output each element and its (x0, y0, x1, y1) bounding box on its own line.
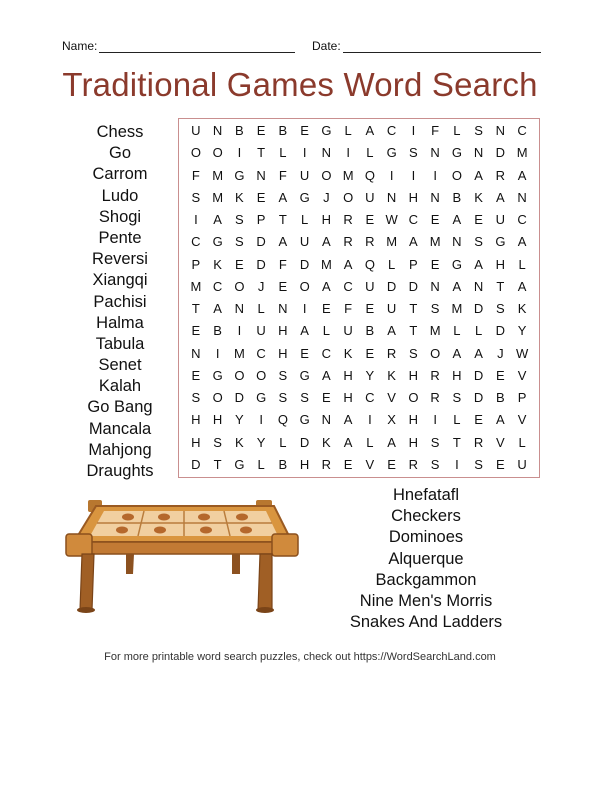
grid-letter[interactable]: T (409, 301, 418, 316)
grid-letter[interactable]: I (302, 301, 307, 316)
grid-letter[interactable]: G (451, 145, 462, 161)
grid-letter[interactable]: D (256, 234, 266, 250)
grid-letter[interactable]: A (213, 301, 222, 316)
grid-letter[interactable]: C (191, 234, 201, 250)
word-list-left (60, 122, 180, 482)
grid-letter[interactable]: I (346, 145, 350, 161)
grid-letter[interactable]: M (451, 301, 463, 316)
date-label: Date: (312, 39, 341, 53)
grid-letter[interactable]: N (452, 234, 462, 250)
word-item: Go Bang (87, 398, 153, 417)
grid-letter[interactable]: D (473, 367, 484, 383)
grid-letter[interactable]: B (213, 323, 222, 339)
grid-letter[interactable]: N (430, 189, 440, 205)
grid-letter[interactable]: T (409, 323, 418, 339)
grid-letter[interactable]: N (256, 167, 266, 183)
grid-letter[interactable]: G (234, 456, 245, 472)
grid-letter[interactable]: A (517, 234, 527, 250)
word-item: Pente (98, 228, 142, 247)
grid-letter[interactable]: C (386, 123, 397, 138)
grid-letter[interactable]: L (453, 323, 461, 339)
grid-letter[interactable]: S (235, 212, 244, 227)
grid-letter[interactable]: E (343, 456, 353, 472)
grid-letter[interactable]: O (212, 390, 223, 405)
grid-letter[interactable]: S (474, 234, 483, 250)
grid-letter[interactable]: S (474, 456, 483, 472)
grid-letter[interactable]: S (474, 123, 483, 138)
grid-letter[interactable]: S (496, 301, 505, 316)
grid-letter[interactable]: S (409, 145, 418, 161)
grid-letter[interactable]: H (495, 256, 506, 272)
grid-letter[interactable]: I (259, 412, 263, 428)
grid-letter[interactable]: U (365, 278, 375, 294)
grid-letter[interactable]: E (365, 301, 375, 316)
grid-letter[interactable]: O (451, 167, 462, 183)
grid-letter[interactable]: G (495, 234, 506, 250)
grid-letter[interactable]: K (474, 189, 483, 205)
grid-letter[interactable]: S (430, 456, 440, 472)
grid-letter[interactable]: K (322, 434, 331, 450)
grid-letter[interactable]: N (278, 301, 288, 316)
grid-letter[interactable]: L (453, 412, 461, 428)
grid-letter[interactable]: L (366, 434, 374, 450)
grid-letter[interactable]: O (256, 367, 267, 383)
grid-letter[interactable]: H (191, 412, 201, 428)
grid-letter[interactable]: J (257, 278, 265, 294)
grid-letter[interactable]: C (343, 278, 353, 294)
grid-letter[interactable]: G (299, 412, 310, 428)
grid-letter[interactable]: E (387, 456, 396, 472)
grid-letter[interactable]: S (191, 189, 201, 205)
grid-letter[interactable]: O (408, 390, 419, 405)
grid-letter[interactable]: L (279, 145, 287, 161)
grid-letter[interactable]: L (279, 434, 287, 450)
grid-letter[interactable]: L (518, 434, 526, 450)
grid-letter[interactable]: A (452, 278, 462, 294)
grid-letter[interactable]: A (474, 345, 483, 361)
word-item: Mancala (88, 419, 152, 438)
grid-letter[interactable]: S (300, 390, 309, 405)
grid-letter[interactable]: S (235, 234, 244, 250)
grid-letter[interactable]: D (386, 278, 397, 294)
grid-letter[interactable]: N (517, 189, 527, 205)
grid-letter[interactable]: M (429, 234, 441, 250)
grid-letter[interactable]: B (452, 189, 462, 205)
grid-letter[interactable]: J (323, 189, 330, 205)
word-item: Carrom (92, 165, 148, 184)
letter-grid (178, 118, 540, 478)
word-item: Go (108, 144, 131, 163)
grid-letter[interactable]: M (212, 189, 224, 205)
grid-letter[interactable]: U (386, 301, 397, 316)
grid-letter[interactable]: P (409, 256, 418, 272)
grid-letter[interactable]: E (496, 456, 505, 472)
grid-letter[interactable]: C (365, 390, 375, 405)
grid-letter[interactable]: V (517, 412, 527, 428)
grid-letter[interactable]: K (235, 434, 244, 450)
grid-letter[interactable]: E (278, 278, 288, 294)
grid-letter[interactable]: T (257, 145, 266, 161)
word-item: Snakes And Ladders (349, 613, 503, 632)
grid-letter[interactable]: O (234, 278, 245, 294)
grid-letter[interactable]: H (299, 456, 310, 472)
grid-letter[interactable]: H (278, 323, 288, 339)
grid-letter[interactable]: A (474, 167, 483, 183)
grid-letter[interactable]: C (517, 212, 527, 227)
grid-letter[interactable]: N (212, 123, 223, 138)
grid-letter[interactable]: I (455, 456, 459, 472)
grid-letter[interactable]: U (365, 189, 375, 205)
grid-letter[interactable]: F (344, 301, 353, 316)
grid-letter[interactable]: G (212, 234, 223, 250)
grid-letter[interactable]: D (473, 301, 484, 316)
grid-letter[interactable]: H (408, 189, 419, 205)
grid-letter[interactable]: S (430, 301, 440, 316)
word-item: Ludo (101, 186, 139, 205)
word-item: Nine Men's Morris (359, 591, 493, 610)
grid-letter[interactable]: H (408, 434, 419, 450)
grid-letter[interactable]: W (385, 212, 398, 227)
grid-letter[interactable]: M (233, 345, 245, 361)
grid-letter[interactable]: D (473, 390, 484, 405)
grid-letter[interactable]: Q (277, 412, 288, 428)
grid-letter[interactable]: I (215, 345, 220, 361)
grid-letter[interactable]: U (256, 323, 266, 339)
grid-letter[interactable]: A (517, 278, 527, 294)
grid-letter[interactable]: R (343, 234, 353, 250)
word-list-bottom (326, 485, 526, 633)
grid-letter[interactable]: A (517, 167, 527, 183)
grid-letter[interactable]: G (321, 123, 332, 138)
grid-letter[interactable]: I (411, 123, 416, 138)
grid-letter[interactable]: G (234, 167, 245, 183)
grid-letter[interactable]: H (343, 367, 353, 383)
name-label: Name: (62, 39, 98, 53)
grid-letter[interactable]: M (516, 145, 528, 161)
grid-letter[interactable]: L (257, 301, 265, 316)
grid-letter[interactable]: L (475, 323, 483, 339)
grid-letter[interactable]: E (365, 345, 375, 361)
grid-letter[interactable]: N (430, 278, 440, 294)
grid-letter[interactable]: B (235, 123, 244, 138)
grid-letter[interactable]: D (299, 256, 310, 272)
grid-letter[interactable]: B (496, 390, 505, 405)
grid-letter[interactable]: I (302, 145, 307, 161)
grid-letter[interactable]: J (497, 345, 504, 361)
grid-letter[interactable]: N (234, 301, 245, 316)
grid-letter[interactable]: V (496, 434, 505, 450)
grid-letter[interactable]: G (299, 189, 310, 205)
grid-letter[interactable]: E (322, 301, 331, 316)
grid-letter[interactable]: A (278, 234, 288, 250)
grid-letter[interactable]: N (321, 412, 332, 428)
grid-letter[interactable]: N (495, 123, 506, 138)
grid-letter[interactable]: N (321, 145, 332, 161)
grid-letter[interactable]: Y (256, 434, 266, 450)
grid-letter[interactable]: Q (364, 256, 375, 272)
grid-letter[interactable]: V (365, 456, 375, 472)
grid-letter[interactable]: L (322, 323, 330, 339)
grid-letter[interactable]: K (387, 367, 396, 383)
grid-letter[interactable]: U (299, 234, 310, 250)
grid-letter[interactable]: H (343, 390, 353, 405)
grid-letter[interactable]: R (473, 434, 484, 450)
grid-letter[interactable]: R (386, 345, 397, 361)
grid-letter[interactable]: K (235, 189, 244, 205)
word-item: Halma (96, 313, 144, 332)
grid-letter[interactable]: E (235, 256, 244, 272)
grid-letter[interactable]: N (473, 145, 484, 161)
grid-letter[interactable]: D (191, 456, 201, 472)
grid-letter[interactable]: H (191, 434, 201, 450)
grid-letter[interactable]: H (278, 345, 288, 361)
grid-letter[interactable]: R (430, 367, 440, 383)
grid-letter[interactable]: R (343, 212, 353, 227)
word-item: Dominoes (388, 528, 464, 547)
grid-letter[interactable]: D (495, 145, 506, 161)
grid-letter[interactable]: I (411, 167, 416, 183)
grid-letter[interactable]: Y (235, 412, 244, 428)
grid-letter[interactable]: B (365, 323, 375, 339)
grid-letter[interactable]: G (451, 256, 462, 272)
grid-letter[interactable]: R (365, 234, 375, 250)
grid-letter[interactable]: A (452, 212, 462, 227)
grid-letter[interactable]: N (430, 145, 440, 161)
grid-letter[interactable]: A (496, 189, 505, 205)
page-title: Traditional Games Word Search (62, 66, 538, 103)
grid-letter[interactable]: A (300, 323, 309, 339)
grid-letter[interactable]: Y (517, 323, 527, 339)
grid-letter[interactable]: L (388, 256, 396, 272)
grid-letter[interactable]: E (191, 367, 201, 383)
grid-letter[interactable]: M (320, 256, 332, 272)
grid-letter[interactable]: M (212, 167, 224, 183)
grid-letter[interactable]: P (517, 390, 527, 405)
word-item: Checkers (391, 507, 461, 526)
grid-letter[interactable]: I (433, 412, 437, 428)
grid-letter[interactable]: W (515, 345, 529, 361)
grid-letter[interactable]: O (212, 145, 223, 161)
grid-letter[interactable]: X (387, 412, 396, 428)
word-item: Chess (96, 123, 144, 141)
grid-letter[interactable]: U (517, 456, 527, 472)
grid-letter[interactable]: L (518, 256, 526, 272)
grid-letter[interactable]: M (342, 167, 354, 183)
grid-letter[interactable]: T (191, 301, 200, 316)
grid-letter[interactable]: F (278, 256, 287, 272)
grid-letter[interactable]: E (256, 189, 266, 205)
footer-note: For more printable word search puzzles, check out https://WordSearchLand.com (104, 651, 496, 663)
date-field (312, 39, 541, 53)
grid-letter[interactable]: U (343, 323, 353, 339)
grid-letter[interactable]: A (322, 367, 331, 383)
grid-letter[interactable]: H (321, 212, 332, 227)
word-item: Draughts (86, 462, 154, 480)
grid-letter[interactable]: I (237, 145, 242, 161)
grid-letter[interactable]: S (278, 367, 288, 383)
grid-letter[interactable]: O (430, 345, 441, 361)
grid-letter[interactable]: D (495, 323, 506, 339)
grid-letter[interactable]: K (343, 345, 353, 361)
grid-letter[interactable]: D (299, 434, 310, 450)
grid-letter[interactable]: U (495, 212, 506, 227)
grid-letter[interactable]: A (343, 434, 353, 450)
grid-letter[interactable]: O (234, 367, 245, 383)
grid-letter[interactable]: A (365, 123, 375, 138)
grid-letter[interactable]: A (409, 234, 418, 250)
grid-letter[interactable]: E (474, 212, 483, 227)
grid-letter[interactable]: B (278, 123, 288, 138)
grid-letter[interactable]: R (495, 167, 506, 183)
grid-letter[interactable]: N (386, 189, 397, 205)
grid-letter[interactable]: A (387, 323, 396, 339)
grid-letter[interactable]: Q (364, 167, 375, 183)
grid-letter[interactable]: G (256, 390, 267, 405)
grid-letter[interactable]: I (368, 412, 372, 428)
grid-letter[interactable]: D (234, 390, 245, 405)
grid-letter[interactable]: E (430, 256, 440, 272)
grid-letter[interactable]: G (299, 367, 310, 383)
grid-letter[interactable]: L (366, 145, 374, 161)
grid-letter[interactable]: O (190, 145, 201, 161)
grid-letter[interactable]: L (301, 212, 309, 227)
grid-letter[interactable]: O (299, 278, 310, 294)
word-item: Reversi (92, 250, 148, 269)
grid-letter[interactable]: I (389, 167, 394, 183)
grid-letter[interactable]: L (453, 123, 461, 138)
grid-letter[interactable]: T (452, 434, 461, 450)
grid-letter[interactable]: E (191, 323, 201, 339)
grid-letter[interactable]: A (387, 434, 396, 450)
grid-letter[interactable]: L (344, 123, 352, 138)
grid-letter[interactable]: H (408, 367, 419, 383)
grid-letter[interactable]: N (191, 345, 201, 361)
grid-letter[interactable]: D (256, 256, 266, 272)
word-item: Tabula (95, 334, 145, 353)
grid-letter[interactable]: V (517, 367, 527, 383)
grid-letter[interactable]: P (191, 256, 201, 272)
grid-letter[interactable]: I (433, 167, 437, 183)
grid-letter[interactable]: S (278, 390, 288, 405)
grid-letter[interactable]: A (322, 234, 331, 250)
grid-letter[interactable]: S (430, 434, 440, 450)
grid-letter[interactable]: O (343, 189, 354, 205)
grid-letter[interactable]: E (300, 345, 309, 361)
wooden-game-table-icon (60, 492, 310, 620)
grid-letter[interactable]: A (278, 189, 288, 205)
grid-letter[interactable]: E (300, 123, 309, 138)
grid-letter[interactable]: N (473, 278, 484, 294)
grid-letter[interactable]: S (409, 345, 418, 361)
grid-letter[interactable]: P (256, 212, 266, 227)
grid-letter[interactable]: S (213, 434, 222, 450)
word-item: Hnefatafl (392, 486, 460, 504)
word-item: Kalah (98, 377, 142, 396)
grid-letter[interactable]: A (343, 412, 353, 428)
grid-letter[interactable]: T (278, 212, 287, 227)
grid-letter[interactable]: I (194, 212, 198, 227)
grid-letter[interactable]: F (431, 123, 440, 138)
grid-letter[interactable]: M (190, 278, 202, 294)
name-field (62, 39, 295, 53)
grid-letter[interactable]: H (212, 412, 223, 428)
grid-letter[interactable]: A (452, 345, 462, 361)
word-item: Pachisi (93, 292, 147, 311)
word-item: Senet (98, 356, 142, 375)
grid-letter[interactable]: T (213, 456, 222, 472)
grid-letter[interactable]: A (496, 412, 505, 428)
grid-letter[interactable]: M (429, 323, 441, 339)
grid-letter[interactable]: R (408, 456, 419, 472)
word-item: Alquerque (388, 549, 464, 568)
grid-letter[interactable]: A (343, 256, 353, 272)
grid-letter[interactable]: I (237, 323, 242, 339)
grid-letter[interactable]: Y (365, 367, 375, 383)
grid-letter[interactable]: B (278, 456, 288, 472)
grid-letter[interactable]: K (213, 256, 222, 272)
word-item: Shogi (98, 207, 142, 226)
grid-letter[interactable]: V (387, 390, 396, 405)
grid-letter[interactable]: E (322, 390, 331, 405)
grid-letter[interactable]: E (474, 412, 483, 428)
grid-letter[interactable]: D (408, 278, 419, 294)
grid-letter[interactable]: C (212, 278, 223, 294)
grid-letter[interactable]: M (386, 234, 398, 250)
grid-letter[interactable]: O (321, 167, 332, 183)
grid-letter[interactable]: S (452, 390, 462, 405)
grid-letter[interactable]: F (278, 167, 287, 183)
date-line[interactable] (343, 42, 541, 53)
grid-letter[interactable]: E (256, 123, 266, 138)
name-line[interactable] (99, 42, 295, 53)
grid-letter[interactable]: K (517, 301, 527, 316)
grid-letter[interactable]: C (256, 345, 266, 361)
grid-letter[interactable]: G (386, 145, 397, 161)
word-item: Mahjong (88, 440, 152, 459)
grid-letter[interactable]: U (299, 167, 310, 183)
word-item: Xiangqi (92, 271, 148, 290)
grid-letter[interactable]: T (496, 278, 505, 294)
grid-letter[interactable]: A (213, 212, 222, 227)
grid-letter[interactable]: E (365, 212, 375, 227)
grid-letter[interactable]: G (212, 367, 223, 383)
grid-letter[interactable]: R (321, 456, 332, 472)
grid-letter[interactable]: H (452, 367, 462, 383)
grid-letter[interactable]: C (321, 345, 332, 361)
grid-letter[interactable]: C (408, 212, 419, 227)
grid-letter[interactable]: H (408, 412, 419, 428)
grid-letter[interactable]: A (322, 278, 331, 294)
grid-letter[interactable]: F (191, 167, 200, 183)
grid-letter[interactable]: E (430, 212, 440, 227)
word-item: Backgammon (375, 570, 477, 589)
grid-letter[interactable]: S (191, 390, 201, 405)
grid-letter[interactable]: E (496, 367, 505, 383)
grid-letter[interactable]: U (191, 123, 201, 138)
grid-letter[interactable]: A (474, 256, 483, 272)
grid-letter[interactable]: C (517, 123, 527, 138)
grid-letter[interactable]: L (257, 456, 265, 472)
grid-letter[interactable]: R (430, 390, 440, 405)
